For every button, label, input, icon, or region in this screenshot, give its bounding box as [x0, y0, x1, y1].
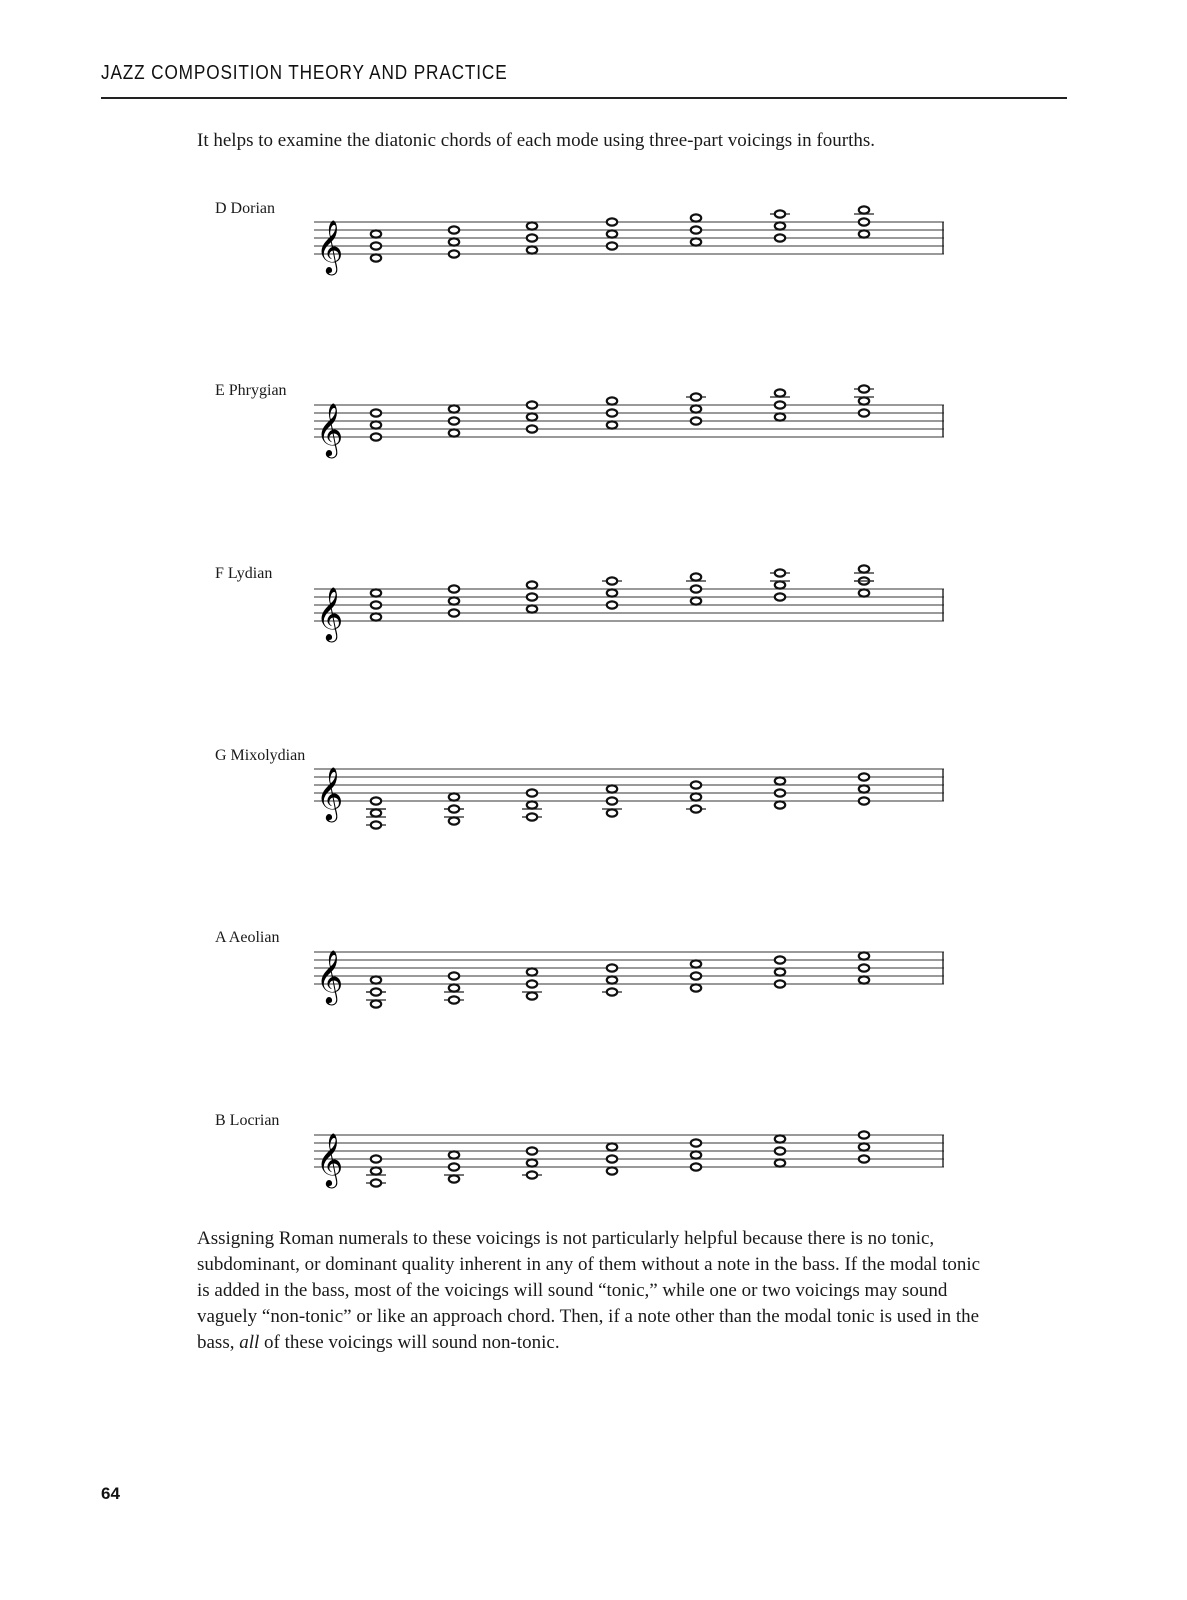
- whole-note-icon: [449, 805, 459, 812]
- whole-note-icon: [859, 397, 869, 404]
- whole-note-icon: [449, 609, 459, 616]
- whole-note-icon: [607, 809, 617, 816]
- whole-note-icon: [775, 968, 785, 975]
- whole-note-icon: [775, 777, 785, 784]
- whole-note-icon: [691, 781, 701, 788]
- whole-note-icon: [371, 988, 381, 995]
- staff: [314, 922, 944, 1022]
- whole-note-icon: [691, 405, 701, 412]
- whole-note-icon: [527, 1147, 537, 1154]
- whole-note-icon: [449, 817, 459, 824]
- whole-note-icon: [859, 976, 869, 983]
- whole-note-icon: [691, 393, 701, 400]
- whole-note-icon: [527, 980, 537, 987]
- whole-note-icon: [859, 218, 869, 225]
- intro-paragraph: It helps to examine the diatonic chords of each mode using three-part voicings in fourths.: [197, 130, 876, 151]
- whole-note-icon: [527, 1159, 537, 1166]
- whole-note-icon: [607, 988, 617, 995]
- whole-note-icon: [607, 1167, 617, 1174]
- whole-note-icon: [527, 246, 537, 253]
- whole-note-icon: [607, 976, 617, 983]
- whole-note-icon: [371, 421, 381, 428]
- whole-note-icon: [371, 613, 381, 620]
- whole-note-icon: [449, 1163, 459, 1170]
- whole-note-icon: [691, 1151, 701, 1158]
- whole-note-icon: [859, 964, 869, 971]
- whole-note-icon: [775, 569, 785, 576]
- body-paragraph: [197, 1226, 987, 1356]
- whole-note-icon: [859, 785, 869, 792]
- whole-note-icon: [607, 242, 617, 249]
- whole-note-icon: [775, 401, 785, 408]
- whole-note-icon: [527, 789, 537, 796]
- mode-label: F Lydian: [215, 565, 273, 582]
- whole-note-icon: [691, 960, 701, 967]
- page-number: 64: [101, 1484, 120, 1503]
- treble-clef-icon: 𝄞: [316, 219, 344, 273]
- whole-note-icon: [527, 413, 537, 420]
- whole-note-icon: [449, 250, 459, 257]
- whole-note-icon: [371, 254, 381, 261]
- whole-note-icon: [607, 397, 617, 404]
- whole-note-icon: [527, 425, 537, 432]
- whole-note-icon: [527, 605, 537, 612]
- whole-note-icon: [691, 214, 701, 221]
- whole-note-icon: [859, 797, 869, 804]
- whole-note-icon: [607, 601, 617, 608]
- staff: [314, 1105, 944, 1205]
- whole-note-icon: [371, 1155, 381, 1162]
- whole-note-icon: [449, 793, 459, 800]
- whole-note-icon: [449, 1151, 459, 1158]
- whole-note-icon: [775, 1147, 785, 1154]
- whole-note-icon: [691, 417, 701, 424]
- whole-note-icon: [449, 417, 459, 424]
- body-text-b: of these voicings will sound non-tonic.: [259, 1332, 560, 1353]
- whole-note-icon: [775, 801, 785, 808]
- whole-note-icon: [607, 1155, 617, 1162]
- whole-note-icon: [859, 589, 869, 596]
- whole-note-icon: [775, 222, 785, 229]
- whole-note-icon: [691, 238, 701, 245]
- whole-note-icon: [449, 984, 459, 991]
- whole-note-icon: [527, 801, 537, 808]
- staff: [314, 739, 944, 839]
- whole-note-icon: [775, 956, 785, 963]
- treble-clef-icon: 𝄞: [316, 402, 344, 456]
- whole-note-icon: [775, 389, 785, 396]
- whole-note-icon: [371, 976, 381, 983]
- mode-label: D Dorian: [215, 200, 275, 217]
- whole-note-icon: [527, 581, 537, 588]
- mode-label: B Locrian: [215, 1112, 280, 1129]
- staff: [314, 375, 944, 475]
- whole-note-icon: [449, 226, 459, 233]
- whole-note-icon: [859, 952, 869, 959]
- whole-note-icon: [527, 813, 537, 820]
- whole-note-icon: [859, 1143, 869, 1150]
- staff: [314, 559, 944, 659]
- whole-note-icon: [371, 1000, 381, 1007]
- whole-note-icon: [527, 222, 537, 229]
- whole-note-icon: [691, 597, 701, 604]
- whole-note-icon: [371, 409, 381, 416]
- whole-note-icon: [449, 429, 459, 436]
- whole-note-icon: [449, 238, 459, 245]
- whole-note-icon: [527, 1171, 537, 1178]
- treble-clef-icon: 𝄞: [316, 949, 344, 1003]
- whole-note-icon: [607, 797, 617, 804]
- mode-label: A Aeolian: [215, 929, 280, 946]
- whole-note-icon: [775, 980, 785, 987]
- whole-note-icon: [371, 1179, 381, 1186]
- whole-note-icon: [607, 1143, 617, 1150]
- whole-note-icon: [691, 1139, 701, 1146]
- whole-note-icon: [449, 585, 459, 592]
- whole-note-icon: [371, 242, 381, 249]
- body-text-italic: all: [239, 1332, 260, 1353]
- whole-note-icon: [371, 797, 381, 804]
- whole-note-icon: [527, 593, 537, 600]
- whole-note-icon: [607, 218, 617, 225]
- whole-note-icon: [691, 805, 701, 812]
- whole-note-icon: [691, 226, 701, 233]
- running-head: JAZZ COMPOSITION THEORY AND PRACTICE: [101, 62, 508, 84]
- whole-note-icon: [607, 230, 617, 237]
- whole-note-icon: [371, 589, 381, 596]
- whole-note-icon: [371, 230, 381, 237]
- whole-note-icon: [527, 234, 537, 241]
- whole-note-icon: [449, 597, 459, 604]
- whole-note-icon: [859, 1131, 869, 1138]
- whole-note-icon: [775, 234, 785, 241]
- whole-note-icon: [527, 968, 537, 975]
- whole-note-icon: [449, 996, 459, 1003]
- whole-note-icon: [859, 1155, 869, 1162]
- whole-note-icon: [691, 585, 701, 592]
- whole-note-icon: [371, 433, 381, 440]
- whole-note-icon: [371, 601, 381, 608]
- whole-note-icon: [775, 581, 785, 588]
- whole-note-icon: [607, 785, 617, 792]
- treble-clef-icon: 𝄞: [316, 766, 344, 820]
- whole-note-icon: [607, 577, 617, 584]
- whole-note-icon: [691, 793, 701, 800]
- whole-note-icon: [691, 972, 701, 979]
- whole-note-icon: [607, 589, 617, 596]
- whole-note-icon: [449, 1175, 459, 1182]
- staff: [314, 192, 944, 292]
- whole-note-icon: [859, 230, 869, 237]
- whole-note-icon: [691, 984, 701, 991]
- whole-note-icon: [859, 409, 869, 416]
- whole-note-icon: [775, 1159, 785, 1166]
- body-text-a: Assigning Roman numerals to these voicings is not particularly helpful because there is no tonic, subdominant, or dominant quality inherent in any of them without a note in the bass. If the modal tonic is added in the bass, most of the voicings will sound “tonic,” while one or two voicings may sound vaguely “non-tonic” or like an approach chord. Then, if a note other than the modal tonic is used in the bass,: [197, 1228, 981, 1353]
- whole-note-icon: [371, 821, 381, 828]
- whole-note-icon: [371, 809, 381, 816]
- whole-note-icon: [449, 405, 459, 412]
- whole-note-icon: [371, 1167, 381, 1174]
- treble-clef-icon: 𝄞: [316, 1132, 344, 1186]
- treble-clef-icon: 𝄞: [316, 586, 344, 640]
- whole-note-icon: [691, 1163, 701, 1170]
- mode-label: G Mixolydian: [215, 747, 306, 764]
- whole-note-icon: [859, 773, 869, 780]
- whole-note-icon: [449, 972, 459, 979]
- whole-note-icon: [607, 964, 617, 971]
- whole-note-icon: [607, 409, 617, 416]
- whole-note-icon: [775, 789, 785, 796]
- whole-note-icon: [527, 992, 537, 999]
- whole-note-icon: [775, 413, 785, 420]
- whole-note-icon: [859, 565, 869, 572]
- mode-label: E Phrygian: [215, 382, 287, 399]
- whole-note-icon: [527, 401, 537, 408]
- header-rule: [101, 97, 1067, 99]
- whole-note-icon: [859, 206, 869, 213]
- whole-note-icon: [775, 593, 785, 600]
- whole-note-icon: [775, 1135, 785, 1142]
- whole-note-icon: [607, 421, 617, 428]
- whole-note-icon: [775, 210, 785, 217]
- whole-note-icon: [859, 385, 869, 392]
- whole-note-icon: [691, 573, 701, 580]
